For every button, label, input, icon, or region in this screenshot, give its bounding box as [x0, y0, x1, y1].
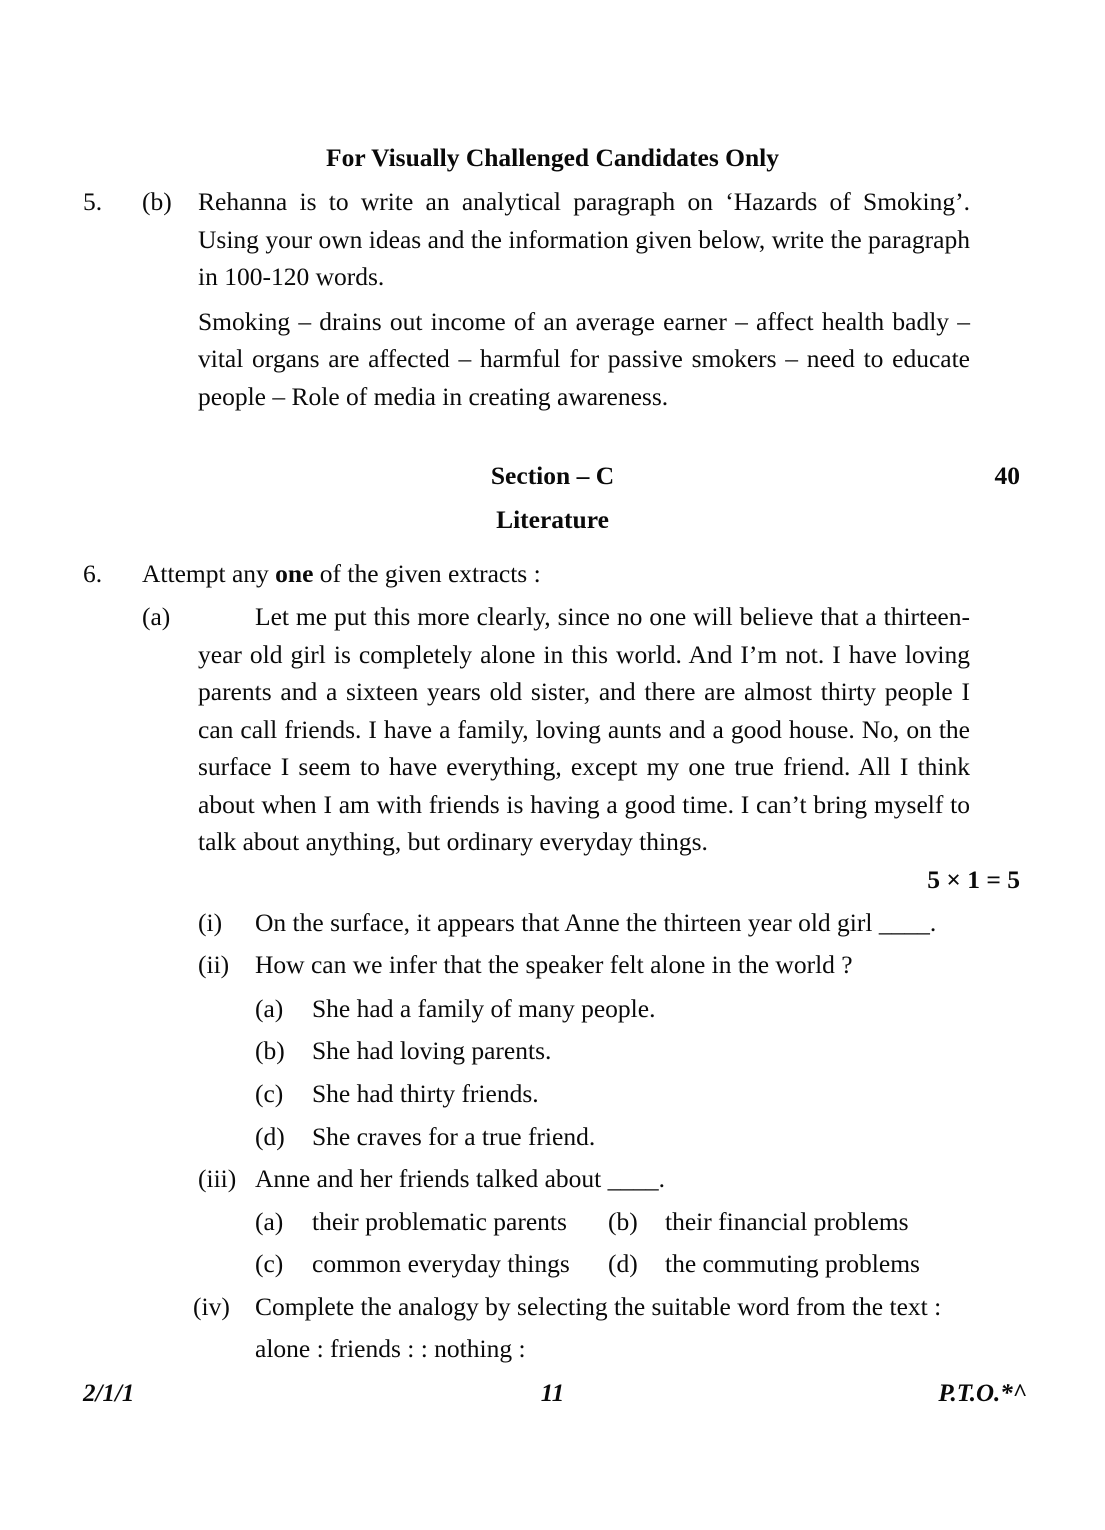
footer-page-number: 11	[540, 1380, 565, 1407]
option-marker-ii-b[interactable]: (b)	[255, 1036, 285, 1065]
section-title: Section – C	[490, 461, 615, 490]
question-5-body	[198, 183, 970, 415]
question-6-stem	[142, 555, 541, 593]
visually-challenged-notice: For Visually Challenged Candidates Only	[326, 143, 779, 172]
question-6-stem-before: Attempt any	[142, 559, 276, 588]
option-text-iii-c[interactable]: common everyday things	[312, 1249, 570, 1278]
question-5-number: 5.	[83, 187, 103, 216]
sub-question-text-ii: How can we infer that the speaker felt alone in the world ?	[255, 950, 853, 979]
sub-question-text-i: On the surface, it appears that Anne the thirteen year old girl ____.	[255, 908, 937, 937]
option-text-ii-d[interactable]: She craves for a true friend.	[312, 1122, 596, 1151]
question-6-number: 6.	[83, 559, 103, 588]
option-marker-ii-c[interactable]: (c)	[255, 1079, 284, 1108]
extract-passage	[198, 598, 970, 861]
option-marker-iii-c[interactable]: (c)	[255, 1249, 284, 1278]
question-6-stem-bold: one	[275, 559, 314, 588]
option-marker-ii-a[interactable]: (a)	[255, 994, 284, 1023]
question-5-notes: Smoking – drains out income of an average earner – affect health badly – vital organs are affected – harmful for passive smokers – need to educate people – Role of media in creating awareness.	[198, 306, 970, 411]
section-subtitle: Literature	[496, 505, 609, 534]
option-text-iii-a[interactable]: their problematic parents	[312, 1207, 567, 1236]
sub-question-text-iv: Complete the analogy by selecting the suitable word from the text :	[255, 1292, 942, 1321]
sub-question-marker-iii: (iii)	[198, 1164, 237, 1193]
option-text-ii-a[interactable]: She had a family of many people.	[312, 994, 656, 1023]
question-5-instruction: Rehanna is to write an analytical paragraph on ‘Hazards of Smoking’. Using your own ideas and the information given below, write the paragraph in 100-120 words.	[198, 187, 970, 291]
footer-pto: P.T.O.*^	[938, 1380, 1027, 1407]
option-text-ii-c[interactable]: She had thirty friends.	[312, 1079, 539, 1108]
sub-question-marker-ii: (ii)	[198, 950, 230, 979]
option-text-iii-b[interactable]: their financial problems	[665, 1207, 909, 1236]
option-text-ii-b[interactable]: She had loving parents.	[312, 1036, 552, 1065]
question-6-stem-after: of the given extracts :	[313, 559, 541, 588]
section-marks: 40	[994, 461, 1020, 490]
extract-passage-text: Let me put this more clearly, since no one will believe that a thirteen-year old girl is completely alone in this world. And I’m not. I have loving parents and a sixteen years old sister, and there are almost thirty people I can call friends. I have a family, loving aunts and a good house. No, on the surface I seem to have everything, except my one true friend. All I think about when I am with friends is having a good time. I can’t bring myself to talk about anything, but ordinary everyday things.	[198, 602, 970, 856]
option-text-iii-d[interactable]: the commuting problems	[665, 1249, 920, 1278]
sub-question-marker-iv: (iv)	[193, 1292, 230, 1321]
sub-question-text-iii: Anne and her friends talked about ____.	[255, 1164, 666, 1193]
extract-letter: (a)	[142, 602, 171, 631]
option-marker-ii-d[interactable]: (d)	[255, 1122, 285, 1151]
option-marker-iii-d[interactable]: (d)	[608, 1249, 638, 1278]
question-5-part-letter: (b)	[142, 187, 172, 216]
sub-question-text-iv-analogy: alone : friends : : nothing :	[255, 1334, 526, 1363]
sub-question-marker-i: (i)	[198, 908, 223, 937]
footer-paper-code: 2/1/1	[83, 1380, 135, 1407]
extract-marks: 5 × 1 = 5	[927, 865, 1020, 894]
option-marker-iii-b[interactable]: (b)	[608, 1207, 638, 1236]
option-marker-iii-a[interactable]: (a)	[255, 1207, 284, 1236]
